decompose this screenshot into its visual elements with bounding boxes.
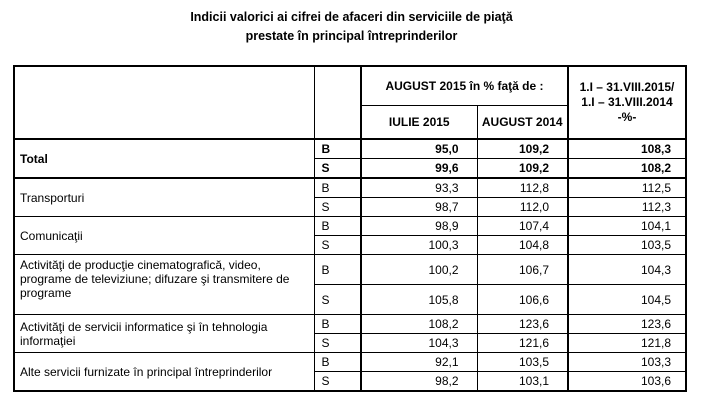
cell-value: 92,1 xyxy=(361,353,477,372)
cell-value: 98,7 xyxy=(361,198,477,217)
row-code: S xyxy=(314,285,361,315)
data-table xyxy=(13,65,687,392)
cell-value: 121,8 xyxy=(568,334,686,353)
cell-value: 106,7 xyxy=(477,255,568,285)
row-code: B xyxy=(314,315,361,334)
cell-value: 100,2 xyxy=(361,255,477,285)
cell-value: 104,5 xyxy=(568,285,686,315)
cell-value: 123,6 xyxy=(477,315,568,334)
row-label-line: programe xyxy=(20,286,72,300)
cell-value: 109,2 xyxy=(477,159,568,179)
cell-value: 112,8 xyxy=(477,178,568,198)
header-cumulative-line-2: 1.I – 31.VIII.2014 xyxy=(581,95,673,109)
cell-value: 103,5 xyxy=(477,353,568,372)
row-label-total: Total xyxy=(14,139,314,178)
cell-value: 112,0 xyxy=(477,198,568,217)
header-cumulative-line-3: -%- xyxy=(617,110,637,124)
cell-value: 103,1 xyxy=(477,372,568,392)
row-label-line: informaţiei xyxy=(20,333,76,348)
cell-value: 121,6 xyxy=(477,334,568,353)
table-row xyxy=(14,178,686,198)
header-blank-code xyxy=(314,66,361,139)
row-label-productie-cinematografica xyxy=(14,255,314,315)
table-row xyxy=(14,315,686,334)
cell-value: 112,5 xyxy=(568,178,686,198)
row-code: S xyxy=(314,334,361,353)
cell-value: 99,6 xyxy=(361,159,477,179)
cell-value: 109,2 xyxy=(477,139,568,159)
cell-value: 98,9 xyxy=(361,217,477,236)
cell-value: 108,3 xyxy=(568,139,686,159)
row-code: S xyxy=(314,236,361,255)
cell-value: 107,4 xyxy=(477,217,568,236)
cell-value: 108,2 xyxy=(568,159,686,179)
table-row xyxy=(14,353,686,372)
cell-value: 123,6 xyxy=(568,315,686,334)
header-blank-label xyxy=(14,66,314,139)
cell-value: 95,0 xyxy=(361,139,477,159)
row-label-line: programe de televiziune; difuzare şi transmitere de xyxy=(20,272,290,286)
table-title-line-2: prestate în principal întreprinderilor xyxy=(245,29,458,43)
cell-value: 100,3 xyxy=(361,236,477,255)
table-row xyxy=(14,139,686,159)
cell-value: 105,8 xyxy=(361,285,477,315)
row-label-alte-servicii: Alte servicii furnizate în principal întreprinderilor xyxy=(14,353,314,392)
row-code: B xyxy=(314,139,361,159)
row-code: B xyxy=(314,353,361,372)
cell-value: 98,2 xyxy=(361,372,477,392)
table-title-line-1: Indicii valorici ai cifrei de afaceri din serviciile de piaţă xyxy=(190,10,513,24)
cell-value: 104,3 xyxy=(568,255,686,285)
cell-value: 103,3 xyxy=(568,353,686,372)
header-col-iulie-2015: IULIE 2015 xyxy=(361,106,477,140)
cell-value: 103,6 xyxy=(568,372,686,392)
table-row xyxy=(14,255,686,285)
row-label-line: Activităţi de producţie cinematografică, video, xyxy=(20,258,261,272)
row-code: B xyxy=(314,255,361,285)
row-label-servicii-informatice xyxy=(14,315,314,353)
cell-value: 106,6 xyxy=(477,285,568,315)
cell-value: 108,2 xyxy=(361,315,477,334)
row-code: B xyxy=(314,178,361,198)
row-code: S xyxy=(314,198,361,217)
row-label-transporturi: Transporturi xyxy=(14,178,314,217)
header-cumulative xyxy=(568,66,686,139)
header-group: AUGUST 2015 în % faţă de : xyxy=(361,66,568,106)
cell-value: 104,8 xyxy=(477,236,568,255)
header-row-1 xyxy=(14,66,686,106)
header-cumulative-line-1: 1.I – 31.VIII.2015/ xyxy=(579,80,675,94)
cell-value: 93,3 xyxy=(361,178,477,198)
cell-value: 104,3 xyxy=(361,334,477,353)
row-label-line: Activităţi de servicii informatice şi în tehnologia xyxy=(20,319,268,334)
cell-value: 104,1 xyxy=(568,217,686,236)
row-code: B xyxy=(314,217,361,236)
row-label-comunicatii: Comunicaţii xyxy=(14,217,314,255)
row-code: S xyxy=(314,159,361,179)
row-code: S xyxy=(314,372,361,392)
cell-value: 103,5 xyxy=(568,236,686,255)
table-row xyxy=(14,217,686,236)
cell-value: 112,3 xyxy=(568,198,686,217)
header-col-august-2014: AUGUST 2014 xyxy=(477,106,568,140)
